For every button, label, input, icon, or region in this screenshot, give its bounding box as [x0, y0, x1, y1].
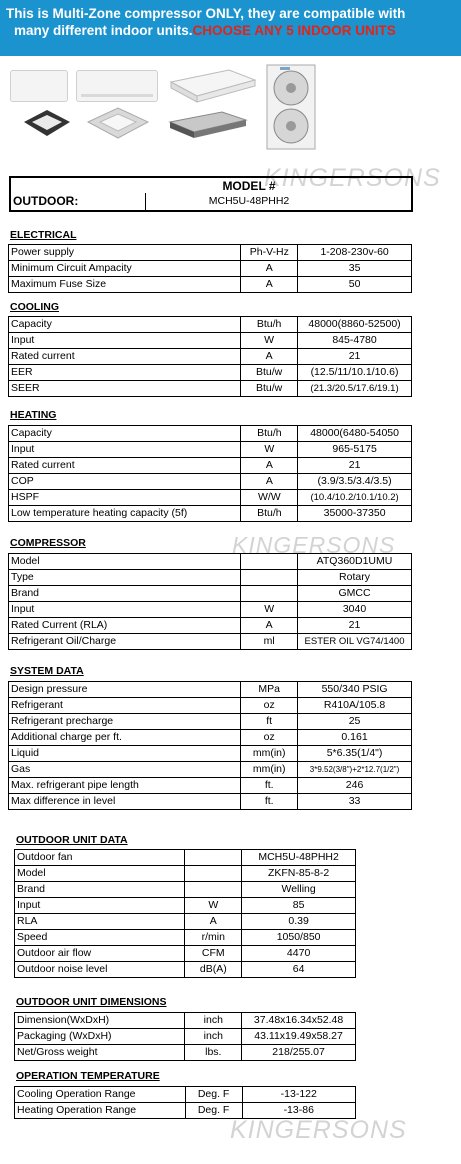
row-label: Model	[9, 554, 241, 570]
row-unit: Btu/w	[241, 381, 298, 397]
table-row	[9, 778, 412, 794]
row-value: (10.4/10.2/10.1/10.2)	[298, 490, 412, 506]
table-row	[9, 245, 412, 261]
banner-line-1: This is Multi-Zone compressor ONLY, they are compatible with	[6, 6, 406, 21]
table-row	[9, 618, 412, 634]
row-unit	[185, 850, 242, 866]
row-unit: ml	[241, 634, 298, 650]
row-value: -13-122	[242, 1087, 356, 1103]
row-unit: mm(in)	[241, 762, 298, 778]
model-title: MODEL #	[222, 179, 276, 193]
row-value: (21.3/20.5/17.6/19.1)	[298, 381, 412, 397]
row-unit: dB(A)	[185, 962, 242, 978]
row-value: 550/340 PSIG	[298, 682, 412, 698]
row-value: 3040	[298, 602, 412, 618]
row-label: Refrigerant Oil/Charge	[9, 634, 241, 650]
row-value: 218/255.07	[242, 1045, 356, 1061]
row-label: Liquid	[9, 746, 241, 762]
row-label: Maximum Fuse Size	[9, 277, 241, 293]
outdoor-unit-data-table	[14, 849, 356, 978]
row-unit: A	[241, 618, 298, 634]
row-unit: Btu/w	[241, 365, 298, 381]
row-value: 965-5175	[298, 442, 412, 458]
table-row	[15, 946, 356, 962]
row-label: Speed	[15, 930, 185, 946]
row-label: Design pressure	[9, 682, 241, 698]
row-label: Packaging (WxDxH)	[15, 1029, 185, 1045]
row-value: 35000-37350	[298, 506, 412, 522]
row-label: Outdoor fan	[15, 850, 185, 866]
row-value: 64	[242, 962, 356, 978]
row-unit: W	[241, 333, 298, 349]
header-banner	[0, 0, 461, 56]
row-unit	[185, 866, 242, 882]
row-value: 1050/850	[242, 930, 356, 946]
row-unit	[241, 570, 298, 586]
row-unit: W/W	[241, 490, 298, 506]
row-label: Type	[9, 570, 241, 586]
row-label: Capacity	[9, 317, 241, 333]
table-row	[15, 882, 356, 898]
table-row	[15, 898, 356, 914]
row-value: (12.5/11/10.1/10.6)	[298, 365, 412, 381]
row-label: Capacity	[9, 426, 241, 442]
row-label: EER	[9, 365, 241, 381]
row-value: 35	[298, 261, 412, 277]
cassette-unit-image-1	[22, 108, 72, 138]
compressor-title: COMPRESSOR	[10, 537, 86, 549]
row-value: 25	[298, 714, 412, 730]
row-value: 5*6.35(1/4")	[298, 746, 412, 762]
row-value: 0.39	[242, 914, 356, 930]
row-value: 0.161	[298, 730, 412, 746]
outdoor-unit-image	[266, 64, 318, 152]
table-row	[9, 682, 412, 698]
row-value: Rotary	[298, 570, 412, 586]
table-row	[15, 962, 356, 978]
row-value: ZKFN-85-8-2	[242, 866, 356, 882]
cooling-title: COOLING	[10, 301, 59, 313]
table-row	[9, 490, 412, 506]
table-row	[9, 317, 412, 333]
row-label: Brand	[15, 882, 185, 898]
row-unit: ft	[241, 714, 298, 730]
watermark-bottom: KINGERSONS	[230, 1116, 407, 1144]
wall-unit-image-1	[10, 70, 68, 102]
table-row	[9, 602, 412, 618]
table-row	[9, 261, 412, 277]
row-unit: A	[241, 277, 298, 293]
operation-temperature-table	[14, 1086, 356, 1119]
model-number: MCH5U-48PHH2	[208, 195, 290, 207]
row-unit: W	[185, 898, 242, 914]
row-value: (3.9/3.5/3.4/3.5)	[298, 474, 412, 490]
row-value: 43.11x19.49x58.27	[242, 1029, 356, 1045]
row-label: Power supply	[9, 245, 241, 261]
table-row	[9, 570, 412, 586]
table-row	[15, 1087, 356, 1103]
row-label: SEER	[9, 381, 241, 397]
table-row	[9, 365, 412, 381]
row-label: Gas	[9, 762, 241, 778]
table-row	[15, 850, 356, 866]
cooling-table	[8, 316, 412, 397]
table-row	[9, 554, 412, 570]
row-unit: ft.	[241, 778, 298, 794]
product-photos	[0, 56, 461, 158]
row-label: Brand	[9, 586, 241, 602]
row-value: 4470	[242, 946, 356, 962]
heating-title: HEATING	[10, 409, 57, 421]
outdoor-label: OUTDOOR:	[13, 194, 79, 208]
table-row	[9, 442, 412, 458]
electrical-table	[8, 244, 412, 293]
row-unit: oz	[241, 698, 298, 714]
row-unit: Ph-V-Hz	[241, 245, 298, 261]
row-label: COP	[9, 474, 241, 490]
row-label: HSPF	[9, 490, 241, 506]
wall-unit-image-2	[76, 70, 158, 102]
row-value: Welling	[242, 882, 356, 898]
row-unit: r/min	[185, 930, 242, 946]
row-unit: Btu/h	[241, 317, 298, 333]
row-unit: oz	[241, 730, 298, 746]
row-unit: Deg. F	[185, 1103, 242, 1119]
row-unit: A	[241, 261, 298, 277]
row-unit: MPa	[241, 682, 298, 698]
table-row	[9, 586, 412, 602]
row-label: Input	[9, 333, 241, 349]
row-unit: W	[241, 442, 298, 458]
row-label: Outdoor noise level	[15, 962, 185, 978]
row-label: Input	[9, 602, 241, 618]
system-data-table	[8, 681, 412, 810]
row-value: 21	[298, 349, 412, 365]
row-label: Rated current	[9, 349, 241, 365]
table-row	[15, 930, 356, 946]
outdoor-unit-dimensions-title: OUTDOOR UNIT DIMENSIONS	[16, 996, 167, 1008]
row-label: Input	[15, 898, 185, 914]
compressor-table	[8, 553, 412, 650]
row-unit: A	[241, 349, 298, 365]
row-label: Input	[9, 442, 241, 458]
table-row	[15, 1029, 356, 1045]
row-unit: W	[241, 602, 298, 618]
row-unit: mm(in)	[241, 746, 298, 762]
row-unit	[241, 586, 298, 602]
table-row	[15, 866, 356, 882]
row-unit: A	[241, 458, 298, 474]
watermark-top: KINGERSONS	[264, 164, 441, 192]
row-value: GMCC	[298, 586, 412, 602]
row-unit: A	[241, 474, 298, 490]
row-label: Additional charge per ft.	[9, 730, 241, 746]
row-unit	[185, 882, 242, 898]
table-row	[9, 458, 412, 474]
row-unit	[241, 554, 298, 570]
ceiling-unit-image	[165, 66, 257, 104]
row-label: Low temperature heating capacity (5f)	[9, 506, 241, 522]
row-label: Rated current	[9, 458, 241, 474]
table-row	[9, 381, 412, 397]
table-row	[15, 1013, 356, 1029]
heating-table	[8, 425, 412, 522]
banner-line-2	[6, 22, 455, 39]
row-value: 48000(8860-52500)	[298, 317, 412, 333]
duct-unit-image	[166, 110, 250, 140]
row-value: 246	[298, 778, 412, 794]
banner-highlight: CHOOSE ANY 5 INDOOR UNITS	[192, 23, 396, 38]
row-label: Model	[15, 866, 185, 882]
row-value: 845-4780	[298, 333, 412, 349]
row-value: ATQ360D1UMU	[298, 554, 412, 570]
row-value: 3*9.52(3/8")+2*12.7(1/2")	[298, 762, 412, 778]
row-unit: ft.	[241, 794, 298, 810]
row-value: R410A/105.8	[298, 698, 412, 714]
row-unit: Deg. F	[185, 1087, 242, 1103]
row-unit: A	[185, 914, 242, 930]
row-label: Max. refrigerant pipe length	[9, 778, 241, 794]
row-value: MCH5U-48PHH2	[242, 850, 356, 866]
table-row	[9, 762, 412, 778]
cassette-unit-image-2	[86, 106, 150, 140]
row-label: Refrigerant precharge	[9, 714, 241, 730]
row-value: 21	[298, 458, 412, 474]
system-data-title: SYSTEM DATA	[10, 665, 84, 677]
row-value: 85	[242, 898, 356, 914]
row-label: Dimension(WxDxH)	[15, 1013, 185, 1029]
row-value: 1-208-230v-60	[298, 245, 412, 261]
table-row	[9, 746, 412, 762]
table-row	[9, 730, 412, 746]
table-row	[15, 1103, 356, 1119]
table-row	[9, 714, 412, 730]
table-row	[9, 277, 412, 293]
row-value: 37.48x16.34x52.48	[242, 1013, 356, 1029]
watermark-middle: KINGERSONS	[232, 532, 396, 558]
row-label: Minimum Circuit Ampacity	[9, 261, 241, 277]
row-label: Rated Current (RLA)	[9, 618, 241, 634]
row-value: 33	[298, 794, 412, 810]
row-label: Heating Operation Range	[15, 1103, 186, 1119]
row-label: Refrigerant	[9, 698, 241, 714]
row-unit: Btu/h	[241, 426, 298, 442]
row-label: Outdoor air flow	[15, 946, 185, 962]
row-label: Cooling Operation Range	[15, 1087, 186, 1103]
row-unit: inch	[185, 1013, 242, 1029]
table-row	[15, 914, 356, 930]
table-row	[9, 426, 412, 442]
row-unit: Btu/h	[241, 506, 298, 522]
table-row	[9, 698, 412, 714]
table-row	[9, 474, 412, 490]
row-label: RLA	[15, 914, 185, 930]
table-row	[15, 1045, 356, 1061]
row-value: ESTER OIL VG74/1400	[298, 634, 412, 650]
row-label: Net/Gross weight	[15, 1045, 185, 1061]
row-unit: lbs.	[185, 1045, 242, 1061]
row-value: 48000(6480-54050	[298, 426, 412, 442]
model-header	[9, 176, 413, 212]
row-unit: inch	[185, 1029, 242, 1045]
row-value: 21	[298, 618, 412, 634]
table-row	[9, 634, 412, 650]
electrical-title: ELECTRICAL	[10, 229, 77, 241]
outdoor-unit-data-title: OUTDOOR UNIT DATA	[16, 834, 128, 846]
row-label: Max difference in level	[9, 794, 241, 810]
row-unit: CFM	[185, 946, 242, 962]
banner-line-2-text: many different indoor units.	[14, 23, 193, 38]
operation-temperature-title: OPERATION TEMPERATURE	[16, 1070, 160, 1082]
row-value: -13-86	[242, 1103, 356, 1119]
outdoor-unit-dimensions-table	[14, 1012, 356, 1061]
row-value: 50	[298, 277, 412, 293]
table-row	[9, 794, 412, 810]
table-row	[9, 333, 412, 349]
table-row	[9, 349, 412, 365]
table-row	[9, 506, 412, 522]
